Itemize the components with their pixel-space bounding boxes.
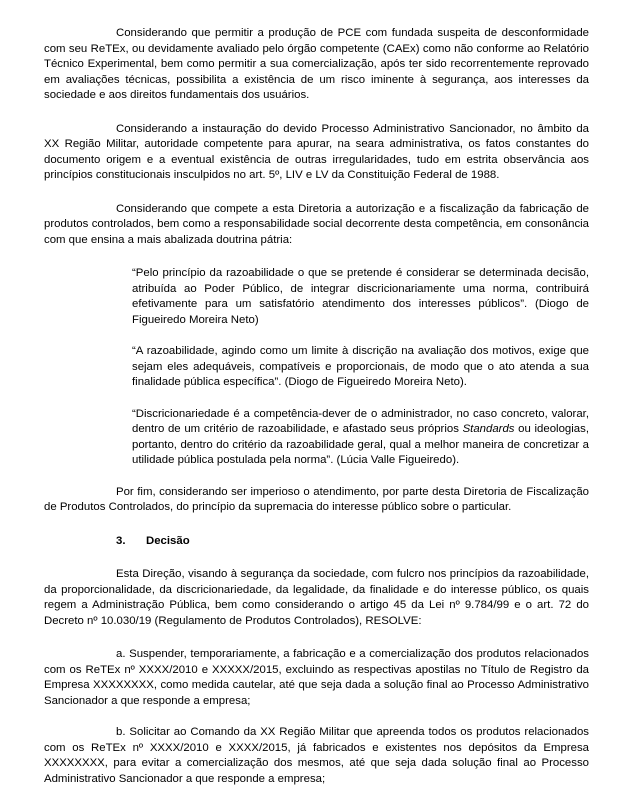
decision-item-b: b. Solicitar ao Comando da XX Região Militar que apreenda todos os produtos relacionados com os ReTEx nº XXXX/2010 e XXXX/2015, já fabricados e existentes nos depósitos da Empresa XXXXXXXX, para evitar a comercialização dos mesmos, até que seja dada solução final ao Processo Administrativo Sancionador a que responde a empresa; [44, 726, 589, 785]
quote-reasonableness-2: “A razoabilidade, agindo como um limite à discrição na avaliação dos motivos, exige que sejam eles adequáveis, compatíveis e proporcionais, de modo que o ato atenda a sua finalidade pública específica”. (Diogo de Figueiredo Moreira Neto). [132, 345, 589, 388]
paragraph-public-interest: Por fim, considerando ser imperioso o atendimento, por parte desta Diretoria de Fiscalização de Produtos Controlados, do princípio da supremacia do interesse público sobre o particular. [44, 485, 589, 513]
section-number: 3. [116, 534, 126, 547]
quote-discretion-emphasis: Standards [462, 423, 515, 435]
quote-discretion [132, 407, 589, 469]
decision-intro: Esta Direção, visando à segurança da sociedade, com fulcro nos princípios da razoabilidade, da proporcionalidade, da discricionariedade, da legalidade, da finalidade e do interesse público, os quais regem a Administração Pública, bem como considerando o artigo 45 da Lei nº 9.784/99 e o art. 72 do Decreto nº 10.030/19 (Regulamento de Produtos Controlados), RESOLVE: [44, 568, 589, 627]
paragraph-ptce-conformity: Considerando que permitir a produção de PCE com fundada suspeita de desconformidade com seu ReTEx, ou devidamente avaliado pelo órgão competente (CAEx) como não conforme ao Relatório Técnico Experimental, bem como permitir a sua comercialização, após ter sido recorrentemente reprovado em avaliações técnicas, possibilita a existência de um risco iminente à segurança, aos interesses da sociedade e aos direitos fundamentais dos usuários. [44, 27, 589, 101]
paragraph-directorate-competence: Considerando que compete a esta Diretoria a autorização e a fiscalização da fabricação de produtos controlados, bem como a responsabilidade social decorrente desta competência, em consonância com que ensina a mais abalizada doutrina pátria: [44, 202, 589, 246]
paragraph-sanction-process: Considerando a instauração do devido Processo Administrativo Sancionador, no âmbito da XX Região Militar, autoridade competente para apurar, na seara administrativa, os fatos constantes do documento origem e a eventual existência de outras irregularidades, tudo em estrita observância aos princípios constitucionais insculpidos no art. 5º, LIV e LV da Constituição Federal de 1988. [44, 122, 589, 181]
section-heading [116, 534, 589, 550]
section-title: Decisão [146, 534, 190, 547]
quote-reasonableness-1: “Pelo princípio da razoabilidade o que se pretende é considerar se determinada decisão, atribuída ao Poder Público, de integrar discricionariamente uma norma, contribuirá efetivamente para um satisfatório atendimento dos interesses públicos”. (Diogo de Figueiredo Moreira Neto) [132, 267, 589, 326]
decision-item-a: a. Suspender, temporariamente, a fabricação e a comercialização dos produtos relacionados com os ReTEx nº XXXX/2010 e XXXXX/2015, excluindo as respectivas apostilas no Título de Registro da Empresa XXXXXXXX, como medida cautelar, até que seja dada a solução final ao Processo Administrativo Sancionador a que responde a empresa; [44, 648, 589, 707]
quote-discretion-part-2: ou ideologias, portanto, dentro do critério da razoabilidade geral, qual a melhor maneira de concretizar a utilidade pública postulada pela norma”. (Lúcia Valle Figueiredo). [132, 423, 589, 466]
quote-discretion-part-1: “Discricionariedade é a competência-dever de o administrador, no caso concreto, valorar, dentro de um critério de razoabilidade, e afastado seus próprios [132, 407, 589, 435]
